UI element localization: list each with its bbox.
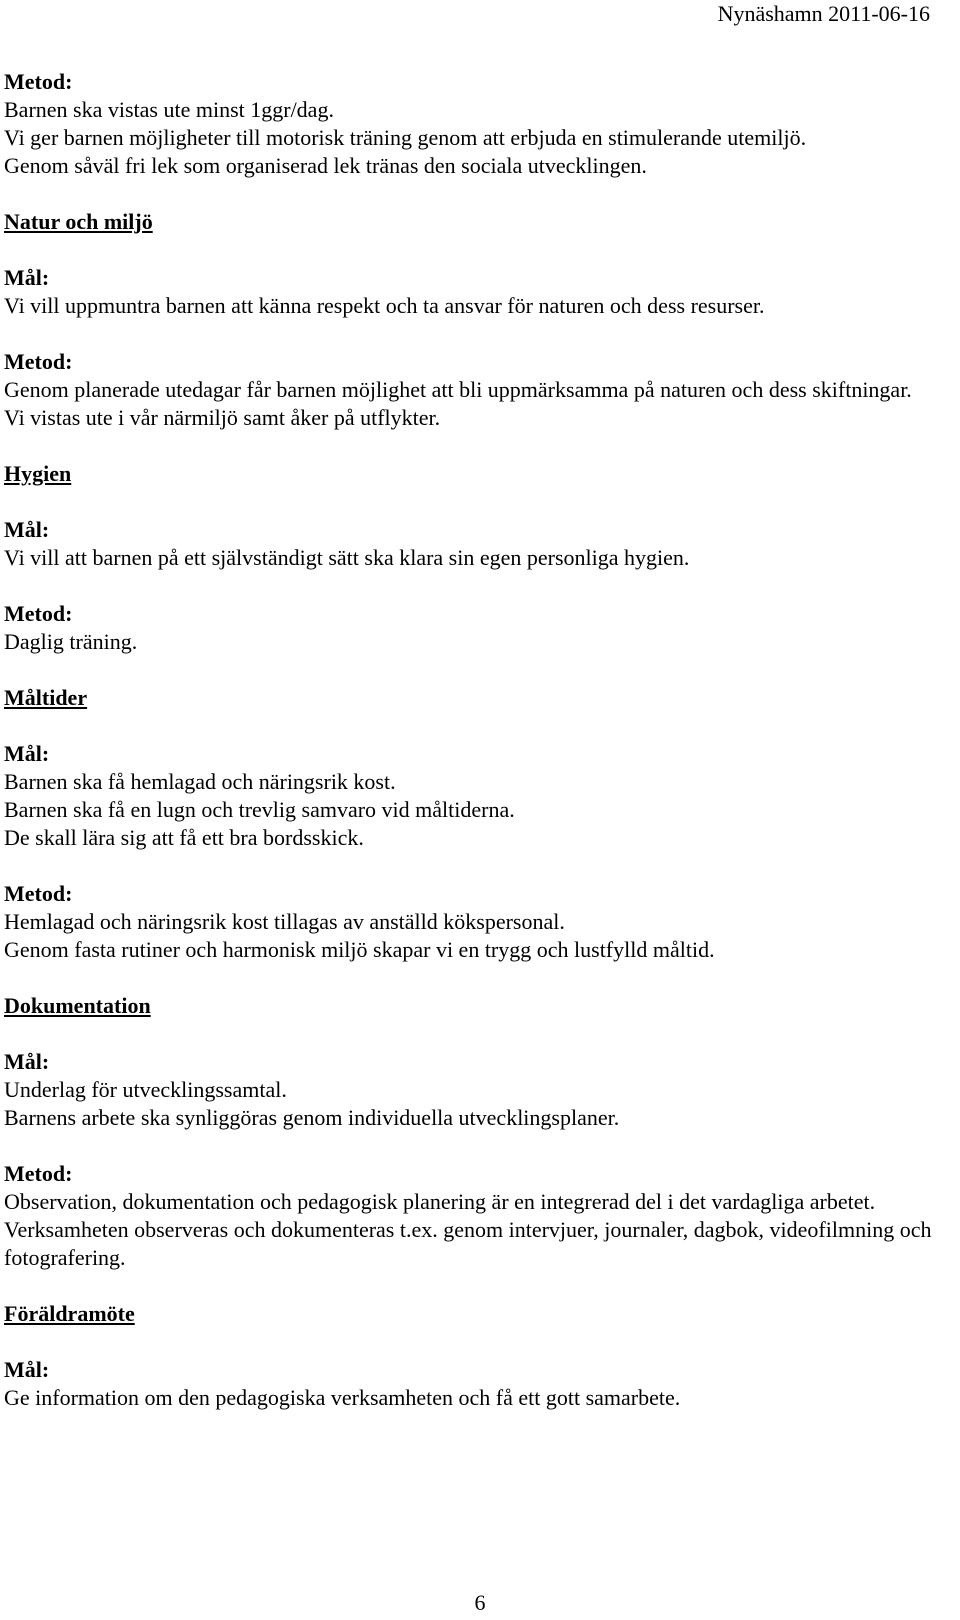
body-text-line: Barnen ska få hemlagad och näringsrik kost. — [4, 769, 396, 794]
block-label: Metod: — [4, 601, 73, 626]
page-number: 6 — [474, 1590, 486, 1615]
body-text-line: Observation, dokumentation och pedagogisk planering är en integrerad del i det vardagliga arbetet. — [4, 1189, 876, 1214]
text-block — [4, 1160, 934, 1272]
body-text-line: Verksamheten observeras och dokumenteras t.ex. genom intervjuer, journaler, dagbok, videofilmning och fotografering. — [4, 1217, 932, 1270]
text-block — [4, 264, 934, 320]
section-heading: Föräldramöte — [4, 1301, 135, 1326]
body-text-line: Vi vistas ute i vår närmiljö samt åker på utflykter. — [4, 405, 441, 430]
section-heading: Hygien — [4, 461, 72, 486]
text-block — [4, 600, 934, 656]
body-text-line: Barnens arbete ska synliggöras genom individuella utvecklingsplaner. — [4, 1105, 620, 1130]
body-text-line: Genom fasta rutiner och harmonisk miljö skapar vi en trygg och lustfylld måltid. — [4, 937, 715, 962]
body-text-line: Vi vill uppmuntra barnen att känna respekt och ta ansvar för naturen och dess resurser. — [4, 293, 765, 318]
block-label: Metod: — [4, 69, 73, 94]
block-label: Metod: — [4, 1161, 73, 1186]
body-text-line: Daglig träning. — [4, 629, 138, 654]
body-text-line: Hemlagad och näringsrik kost tillagas av anställd kökspersonal. — [4, 909, 565, 934]
body-text-line: Underlag för utvecklingssamtal. — [4, 1077, 287, 1102]
text-block — [4, 68, 934, 180]
section-heading: Natur och miljö — [4, 209, 153, 234]
body-text-line: Vi ger barnen möjligheter till motorisk träning genom att erbjuda en stimulerande utemiljö. — [4, 125, 807, 150]
section-heading: Måltider — [4, 685, 88, 710]
block-label: Metod: — [4, 349, 73, 374]
text-block — [4, 880, 934, 964]
block-label: Mål: — [4, 517, 50, 542]
body-text-line: De skall lära sig att få ett bra bordsskick. — [4, 825, 364, 850]
body-text-line: Genom planerade utedagar får barnen möjlighet att bli uppmärksamma på naturen och dess skiftningar. — [4, 377, 912, 402]
text-block — [4, 1356, 934, 1412]
text-block — [4, 348, 934, 432]
block-label: Mål: — [4, 1049, 50, 1074]
section-heading: Dokumentation — [4, 993, 151, 1018]
body-text-line: Barnen ska vistas ute minst 1ggr/dag. — [4, 97, 334, 122]
document-body — [4, 68, 934, 1440]
block-label: Metod: — [4, 881, 73, 906]
text-block — [4, 740, 934, 852]
body-text-line: Ge information om den pedagogiska verksamheten och få ett gott samarbete. — [4, 1385, 681, 1410]
body-text-line: Vi vill att barnen på ett självständigt sätt ska klara sin egen personliga hygien. — [4, 545, 690, 570]
block-label: Mål: — [4, 741, 50, 766]
block-label: Mål: — [4, 1357, 50, 1382]
body-text-line: Barnen ska få en lugn och trevlig samvaro vid måltiderna. — [4, 797, 515, 822]
header-place-date: Nynäshamn 2011-06-16 — [717, 1, 930, 26]
block-label: Mål: — [4, 265, 50, 290]
text-block — [4, 516, 934, 572]
text-block — [4, 1048, 934, 1132]
body-text-line: Genom såväl fri lek som organiserad lek tränas den sociala utvecklingen. — [4, 153, 647, 178]
